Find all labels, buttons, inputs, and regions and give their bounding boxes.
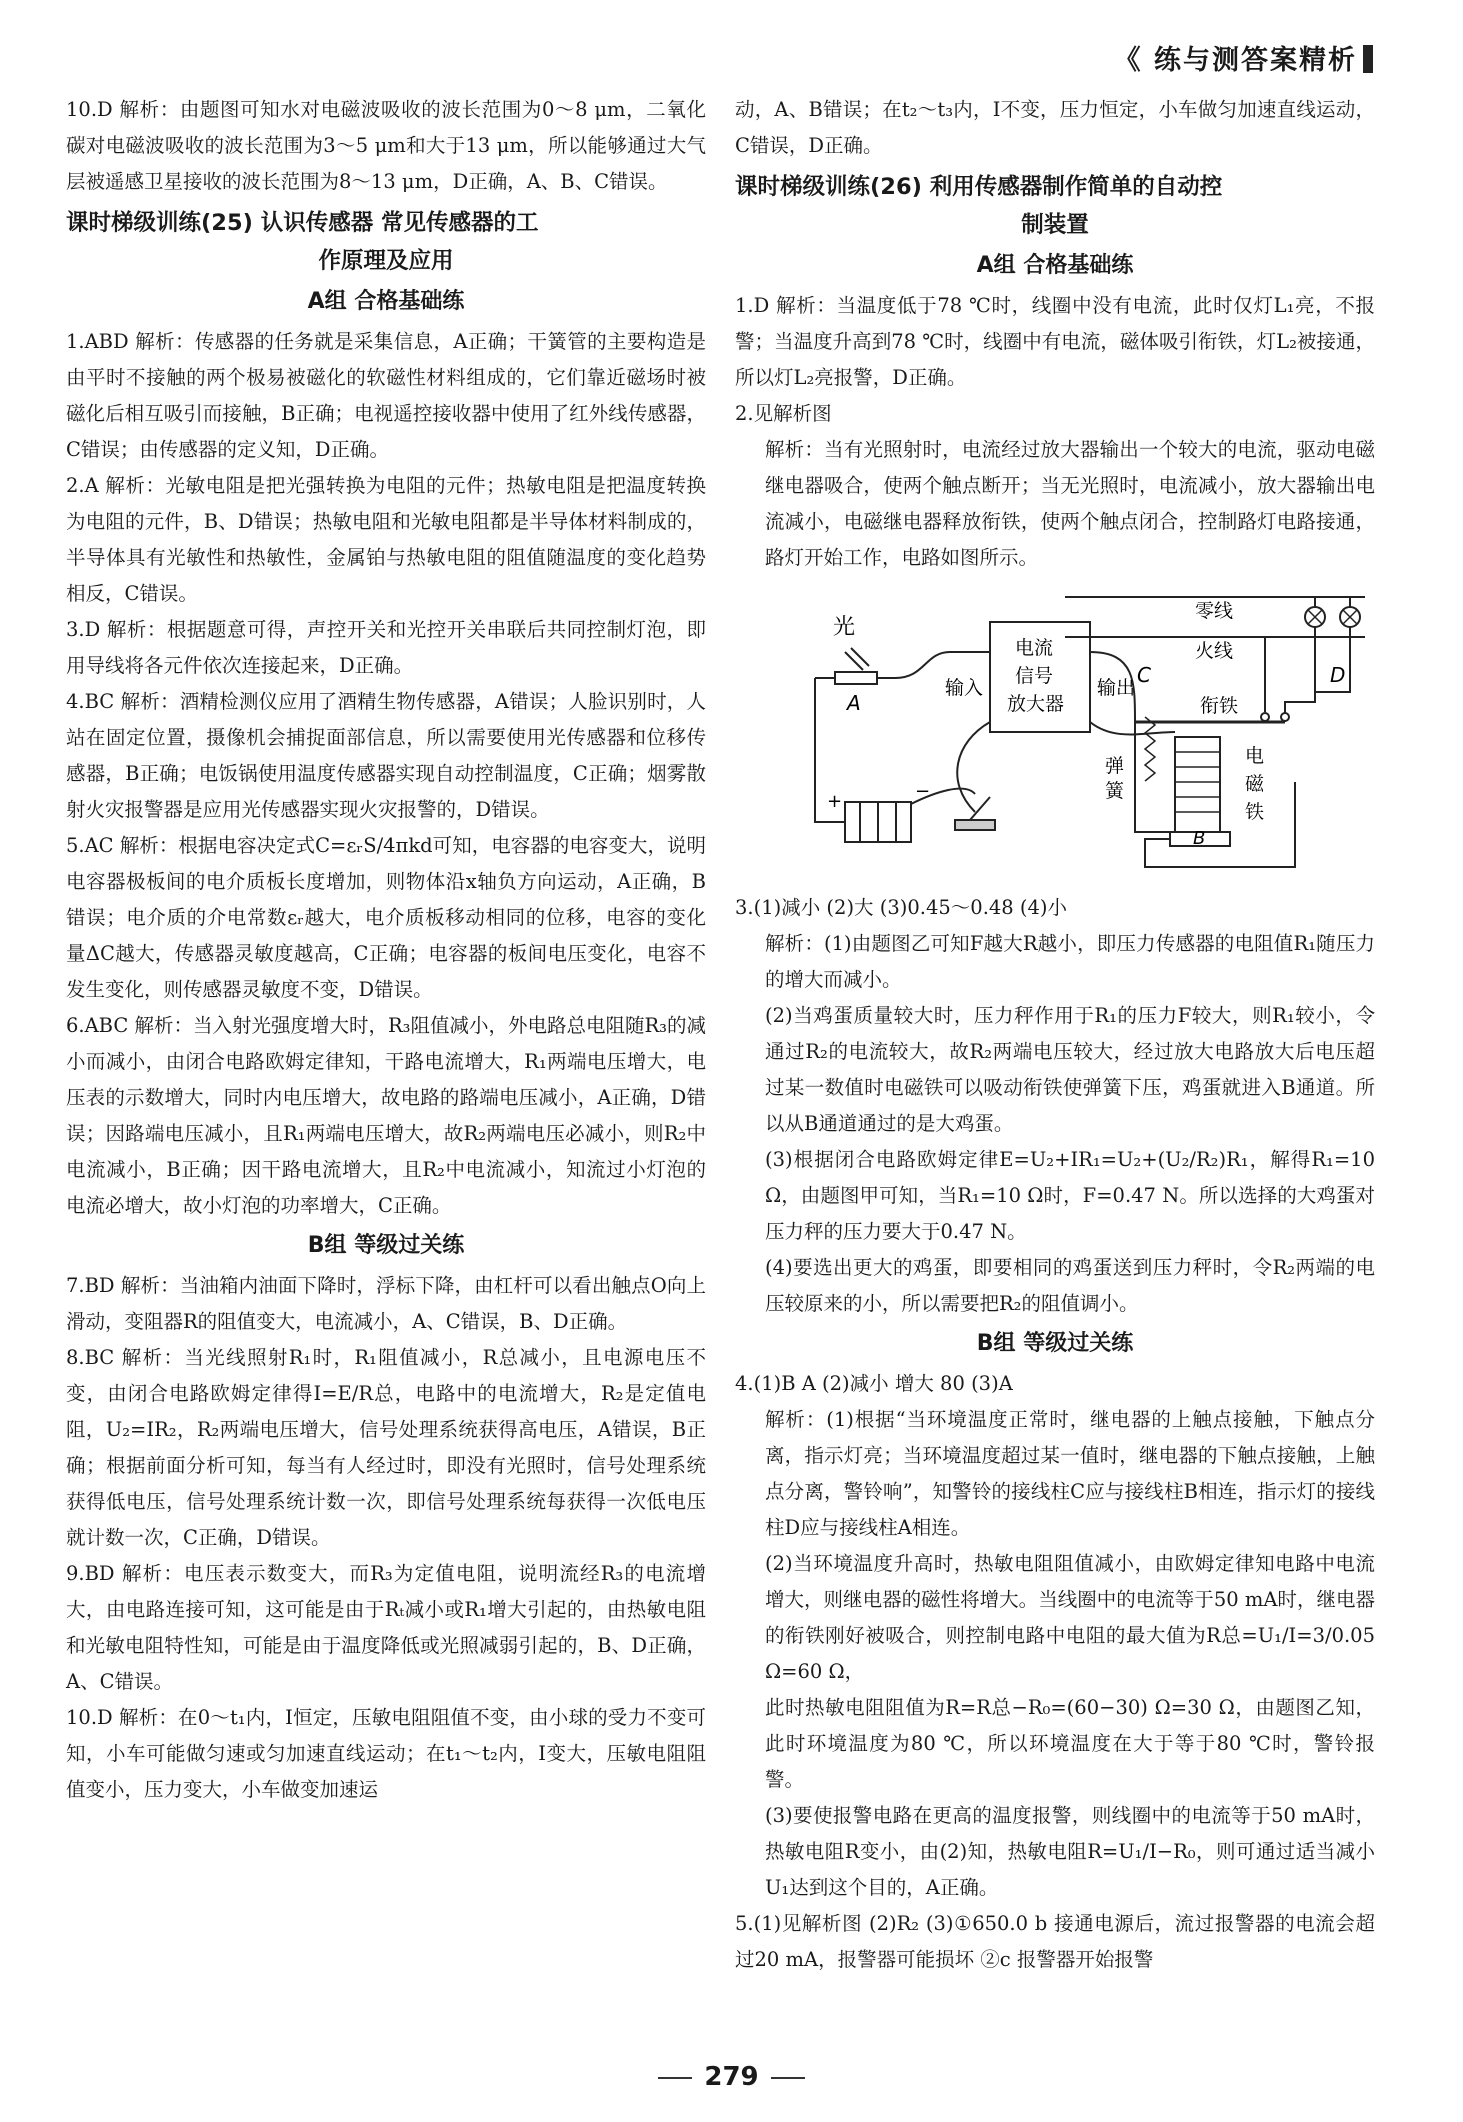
answer-paragraph: 2.见解析图 bbox=[735, 402, 832, 425]
figure-label-magnet-1: 电 bbox=[1245, 745, 1265, 767]
answer-paragraph: 3.D 解析：根据题意可得，声控开关和光控开关串联后共同控制灯泡，即用导线将各元件依次连接起来，D正确。 bbox=[66, 618, 706, 677]
analysis-paragraph: (3)要使报警电路在更高的温度报警，则线圈中的电流等于50 mA时，热敏电阻R变小，由(2)知，热敏电阻R=U₁/I−R₀，则可通过适当减小U₁达到这个目的，A正确。 bbox=[765, 1804, 1375, 1899]
answer-paragraph: 10.D 解析：在0～t₁内，I恒定，压敏电阻阻值不变，由小球的受力不变可知，小车可能做匀速或匀加速直线运动；在t₁～t₂内，I变大，压敏电阻阻值变小，压力变大，小车做变加速运 bbox=[66, 1706, 706, 1801]
page-header bbox=[1114, 38, 1373, 77]
figure-label-armature: 衔铁 bbox=[1200, 695, 1239, 717]
analysis-paragraph: 解析：当有光照射时，电流经过放大器输出一个较大的电流，驱动电磁继电器吸合，使两个触点断开；当无光照时，电流减小，放大器输出电流减小，电磁继电器释放衔铁，使两个触点闭合，控制路灯电路接通，路灯开始工作，电路如图所示。 bbox=[765, 438, 1375, 569]
figure-label-minus: − bbox=[915, 781, 931, 802]
answer-paragraph: 1.D 解析：当温度低于78 ℃时，线圈中没有电流，此时仅灯L₁亮，不报警；当温度升高到78 ℃时，线圈中有电流，磁体吸引衔铁，灯L₂被接通，所以灯L₂亮报警，D正确。 bbox=[735, 294, 1375, 389]
figure-label-spring-1: 弹 bbox=[1105, 755, 1125, 777]
figure-label-input: 输入 bbox=[945, 677, 984, 699]
circuit-diagram bbox=[775, 582, 1375, 882]
figure-label-light: 光 bbox=[833, 615, 856, 640]
analysis-paragraph: (2)当鸡蛋质量较大时，压力秤作用于R₁的压力F较大，则R₁较小，令通过R₂的电流较大，故R₂两端电压较大，经过放大电路放大后电压超过某一数值时电磁铁可以吸动衔铁使弹簧下压，鸡蛋就进入B通道。所以从B通道通过的是大鸡蛋。 bbox=[765, 1004, 1375, 1135]
analysis-paragraph: 解析：(1)由题图乙可知F越大R越小，即压力传感器的电阻值R₁随压力的增大而减小。 bbox=[765, 932, 1375, 991]
answer-paragraph: 10.D 解析：由题图可知水对电磁波吸收的波长范围为0～8 μm，二氧化碳对电磁波吸收的波长范围为3～5 μm和大于13 μm，所以能够通过大气层被遥感卫星接收的波长范围为8～13 μm，D正确，A、B、C错误。 bbox=[66, 98, 706, 193]
figure-label-magnet-2: 磁 bbox=[1245, 773, 1265, 795]
answer-paragraph: 6.ABC 解析：当入射光强度增大时，R₃阻值减小，外电路总电阻随R₃的减小而减小，由闭合电路欧姆定律知，干路电流增大，R₁两端电压增大，电压表的示数增大，同时内电压增大，故电路的路端电压减小，A正确，D错误；因路端电压减小，且R₁两端电压增大，故R₂两端电压必减小，则R₂中电流减小，B正确；因干路电流增大，且R₂中电流减小，知流过小灯泡的电流必增大，故小灯泡的功率增大，C正确。 bbox=[66, 1014, 706, 1217]
figure-label-amp-3: 放大器 bbox=[1007, 693, 1065, 715]
figure-label-d: D bbox=[1330, 663, 1346, 687]
figure-label-amp-2: 信号 bbox=[1015, 665, 1054, 687]
answer-paragraph: 动，A、B错误；在t₂～t₃内，I不变，压力恒定，小车做匀加速直线运动，C错误，D正确。 bbox=[735, 98, 1375, 157]
header-title: 《 练与测答案精析 bbox=[1113, 45, 1357, 76]
figure-label-a: A bbox=[847, 691, 861, 715]
analysis-paragraph: (2)当环境温度升高时，热敏电阻阻值减小，由欧姆定律知电路中电流增大，则继电器的磁性将增大。当线圈中的电流等于50 mA时，继电器的衔铁刚好被吸合，则控制电路中电阻的最大值为R总=U₁/I=3/0.05 Ω=60 Ω， bbox=[765, 1552, 1375, 1683]
page-number bbox=[0, 2062, 1463, 2092]
figure-label-live: 火线 bbox=[1195, 640, 1234, 662]
section-title-continued: 作原理及应用 bbox=[318, 248, 454, 274]
section-title: 课时梯级训练(26) 利用传感器制作简单的自动控 bbox=[735, 174, 1223, 200]
answer-paragraph: 2.A 解析：光敏电阻是把光强转换为电阻的元件；热敏电阻是把温度转换为电阻的元件，B、D错误；热敏电阻和光敏电阻都是半导体材料制成的，半导体具有光敏性和热敏性，金属铂与热敏电阻的阻值随温度的变化趋势相反，C错误。 bbox=[66, 474, 706, 605]
figure-label-spring-2: 簧 bbox=[1105, 780, 1125, 802]
header-bar bbox=[1363, 45, 1373, 73]
answer-paragraph: 4.(1)B A (2)减小 增大 80 (3)A bbox=[735, 1372, 1013, 1395]
section-title-continued: 制装置 bbox=[1021, 212, 1089, 238]
answer-paragraph: 5.AC 解析：根据电容决定式C=εᵣS/4πkd可知，电容器的电容变大，说明电容器极板间的电介质板长度增加，则物体沿x轴负方向运动，A正确，B错误；电介质的介电常数εᵣ越大，电介质板移动相同的位移，电容的变化量ΔC越大，传感器灵敏度越高，C正确；电容器的板间电压变化，电容不发生变化，则传感器灵敏度不变，D错误。 bbox=[66, 834, 706, 1001]
answer-paragraph: 1.ABD 解析：传感器的任务就是采集信息，A正确；干簧管的主要构造是由平时不接触的两个极易被磁化的软磁性材料组成的，它们靠近磁场时被磁化后相互吸引而接触，B正确；电视遥控接收器中使用了红外线传感器，C错误；由传感器的定义知，D正确。 bbox=[66, 330, 706, 461]
circuit-figure bbox=[775, 582, 1375, 882]
figure-label-magnet-3: 铁 bbox=[1245, 801, 1265, 823]
answer-paragraph: 7.BD 解析：当油箱内油面下降时，浮标下降，由杠杆可以看出触点O向上滑动，变阻器R的阻值变大，电流减小，A、C错误，B、D正确。 bbox=[66, 1274, 706, 1333]
right-column bbox=[735, 92, 1375, 1978]
figure-label-amp-1: 电流 bbox=[1015, 637, 1054, 659]
figure-label-neutral: 零线 bbox=[1195, 600, 1234, 622]
page-number-text: 279 bbox=[704, 2062, 759, 2092]
figure-label-output: 输出 bbox=[1097, 677, 1136, 699]
analysis-paragraph: 此时热敏电阻阻值为R=R总−R₀=(60−30) Ω=30 Ω，由题图乙知，此时环境温度为80 ℃，所以环境温度在大于等于80 ℃时，警铃报警。 bbox=[765, 1696, 1375, 1791]
figure-label-c: C bbox=[1137, 663, 1151, 687]
figure-label-plus: + bbox=[827, 791, 843, 812]
answer-paragraph: 9.BD 解析：电压表示数变大，而R₃为定值电阻，说明流经R₃的电流增大，由电路连接可知，这可能是由于Rₜ减小或R₁增大引起的，由热敏电阻和光敏电阻特性知，可能是由于温度降低或光照减弱引起的，B、D正确，A、C错误。 bbox=[66, 1562, 706, 1693]
group-heading: A组 合格基础练 bbox=[307, 289, 465, 314]
answer-paragraph: 5.(1)见解析图 (2)R₂ (3)①650.0 b 接通电源后，流过报警器的电流会超过20 mA，报警器可能损坏 ②c 报警器开始报警 bbox=[735, 1912, 1375, 1971]
answer-paragraph: 4.BC 解析：酒精检测仪应用了酒精生物传感器，A错误；人脸识别时，人站在固定位置，摄像机会捕捉面部信息，所以需要使用光传感器和位移传感器，B正确；电饭锅使用温度传感器实现自动控制温度，C正确；烟雾散射火灾报警器是应用光传感器实现火灾报警的，D错误。 bbox=[66, 690, 706, 821]
figure-label-b: B bbox=[1193, 828, 1206, 849]
group-heading: B组 等级过关练 bbox=[976, 1331, 1134, 1356]
answer-paragraph: 8.BC 解析：当光线照射R₁时，R₁阻值减小，R总减小，且电源电压不变，由闭合电路欧姆定律得I=E/R总，电路中的电流增大，R₂是定值电阻，U₂=IR₂，R₂两端电压增大，信号处理系统获得高电压，A错误，B正确；根据前面分析可知，每当有人经过时，即没有光照时，信号处理系统获得低电压，信号处理系统计数一次，即信号处理系统每获得一次低电压就计数一次，C正确，D错误。 bbox=[66, 1346, 706, 1549]
left-column bbox=[66, 92, 706, 1808]
group-heading: A组 合格基础练 bbox=[976, 253, 1134, 278]
group-heading: B组 等级过关练 bbox=[307, 1233, 465, 1258]
answer-paragraph: 3.(1)减小 (2)大 (3)0.45～0.48 (4)小 bbox=[735, 896, 1068, 919]
analysis-paragraph: 解析：(1)根据“当环境温度正常时，继电器的上触点接触，下触点分离，指示灯亮；当环境温度超过某一值时，继电器的下触点接触，上触点分离，警铃响”，知警铃的接线柱C应与接线柱B相连，指示灯的接线柱D应与接线柱A相连。 bbox=[765, 1408, 1375, 1539]
section-title: 课时梯级训练(25) 认识传感器 常见传感器的工 bbox=[66, 210, 539, 236]
analysis-paragraph: (3)根据闭合电路欧姆定律E=U₂+IR₁=U₂+(U₂/R₂)R₁，解得R₁=10 Ω，由题图甲可知，当R₁=10 Ω时，F=0.47 N。所以选择的大鸡蛋对压力秤的压力要大于0.47 N。 bbox=[765, 1148, 1375, 1243]
analysis-paragraph: (4)要选出更大的鸡蛋，即要相同的鸡蛋送到压力秤时，令R₂两端的电压较原来的小，所以需要把R₂的阻值调小。 bbox=[765, 1256, 1375, 1315]
